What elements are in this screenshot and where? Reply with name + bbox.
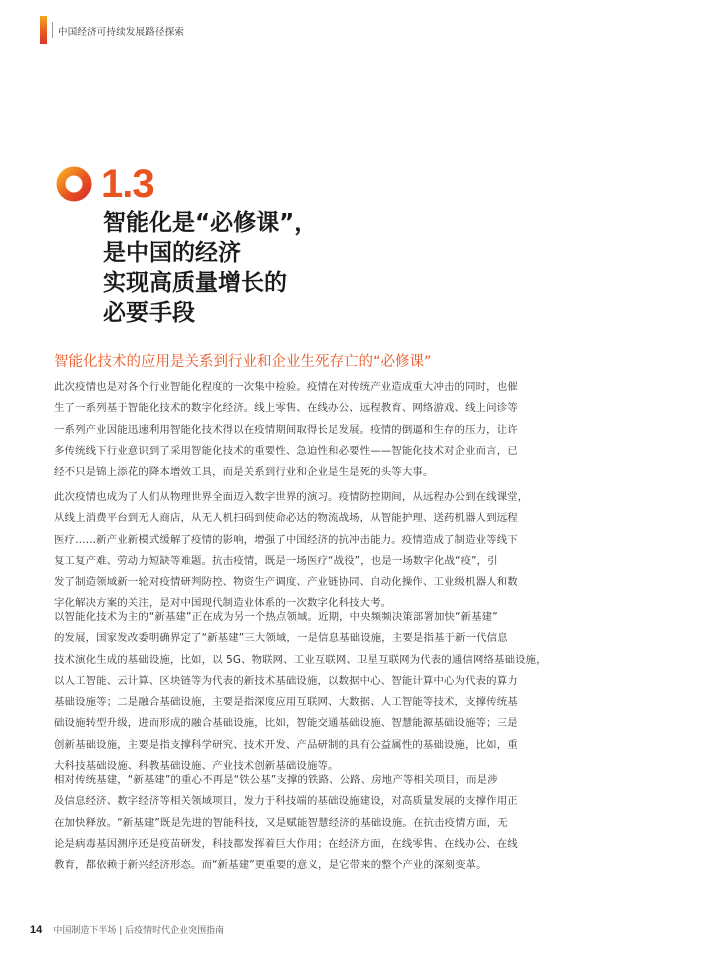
- text-line: 论是病毒基因测序还是疫苗研发，科技都发挥着巨大作用；在经济方面，在线零售、在线办公、在线: [54, 837, 518, 850]
- ring-icon: [56, 166, 92, 202]
- paragraph: [54, 770, 532, 876]
- text-line: 字化解决方案的关注，是对中国现代制造业体系的一次数字化科技大考。: [54, 597, 392, 610]
- title-line: 智能化是“必修课”，: [103, 210, 318, 236]
- text-line: 相对传统基建，“新基建”的重心不再是“铁公基”支撑的铁路、公路、房地产等相关项目，而是涉: [54, 774, 498, 786]
- text-line: 发了制造领域新一轮对疫情研判防控、物资生产调度、产业链协同、自动化操作、工业级机器人和数: [54, 576, 518, 589]
- title-line: 实现高质量增长的: [103, 270, 287, 296]
- text-line: 医疗……新产业新模式缓解了疫情的影响，增强了中国经济的抗冲击能力。疫情造成了制造业等线下: [54, 533, 518, 546]
- footer-title: 中国制造下半场 | 后疫情时代企业突围指南: [53, 926, 225, 936]
- text-line: 以智能化技术为主的“新基建”正在成为另一个热点领域。近期，中央频频决策部署加快“新基建”: [54, 611, 498, 623]
- paragraph: [54, 487, 532, 615]
- text-line: 经不只是锦上添花的降本增效工具，而是关系到行业和企业是生是死的头等大事。: [54, 466, 434, 479]
- text-line: 以人工智能、云计算、区块链等为代表的新技术基础设施，以数据中心、智能计算中心为代表的算力: [54, 674, 518, 687]
- text-line: 从线上消费平台到无人商店，从无人机扫码到使命必达的物流战场，从智能护理、送药机器人到远程: [54, 512, 518, 525]
- section-title: [103, 208, 317, 328]
- text-line: 础设施转型升级，进而形成的融合基础设施，比如，智能交通基础设施、智慧能源基础设施等；三是: [54, 717, 518, 730]
- text-line: 在加快释放。“新基建”既是先进的智能科技，又是赋能智慧经济的基础设施。在抗击疫情方面，无: [54, 816, 508, 829]
- paragraph: [54, 607, 547, 777]
- subheading: 智能化技术的应用是关系到行业和企业生死存亡的“必修课”: [54, 354, 432, 370]
- text-line: 生了一系列基于智能化技术的数字化经济。线上零售、在线办公、远程教育、网络游戏、线上问诊等: [54, 402, 518, 415]
- text-line: 技术演化生成的基础设施，比如，以 5G、物联网、工业互联网、卫星互联网为代表的通信网络基础设施，: [54, 653, 547, 666]
- page-footer: [30, 918, 224, 937]
- text-line: 创新基础设施，主要是指支撑科学研究、技术开发、产品研制的具有公益属性的基础设施，比如，重: [54, 738, 518, 751]
- text-line: 此次疫情也成为了人们从物理世界全面迈入数字世界的演习。疫情防控期间，从远程办公到在线课堂，: [54, 491, 529, 503]
- text-line: 的发展，国家发改委明确界定了“新基建”三大领域，一是信息基础设施，主要是指基于新一代信息: [54, 632, 508, 645]
- text-line: 大科技基础设施、科教基础设施、产业技术创新基础设施等。: [54, 760, 339, 773]
- paragraph: [54, 377, 532, 483]
- text-line: 及信息经济、数字经济等相关领域项目，发力于科技端的基础设施建设，对高质量发展的支撑作用正: [54, 795, 518, 808]
- text-line: 一系列产业因能迅速利用智能化技术得以在疫情期间取得长足发展。疫情的倒逼和生存的压力，让许: [54, 423, 518, 436]
- text-line: 基础设施等；二是融合基础设施，主要是指深度应用互联网、大数据、人工智能等技术，支撑传统基: [54, 696, 518, 709]
- text-line: 多传统线下行业意识到了采用智能化技术的重要性、急迫性和必要性——智能化技术对企业而言，已: [54, 444, 518, 457]
- section-number: 1.3: [101, 162, 154, 206]
- page-number: 14: [30, 924, 43, 936]
- title-line: 必要手段: [103, 300, 195, 326]
- header-accent-bar: [40, 16, 47, 44]
- text-line: 此次疫情也是对各个行业智能化程度的一次集中检验。疫情在对传统产业造成重大冲击的同时，也催: [54, 381, 518, 393]
- title-line: 是中国的经济: [103, 240, 241, 266]
- running-title: 中国经济可持续发展路径探索: [58, 27, 185, 38]
- text-line: 复工复产难、劳动力短缺等难题。抗击疫情，既是一场医疗“战役”，也是一场数字化战“疫”，引: [54, 554, 498, 567]
- text-line: 教育，都依赖于新兴经济形态。而“新基建”更重要的意义，是它带来的整个产业的深刻变革。: [54, 859, 487, 872]
- header-divider: [52, 22, 53, 38]
